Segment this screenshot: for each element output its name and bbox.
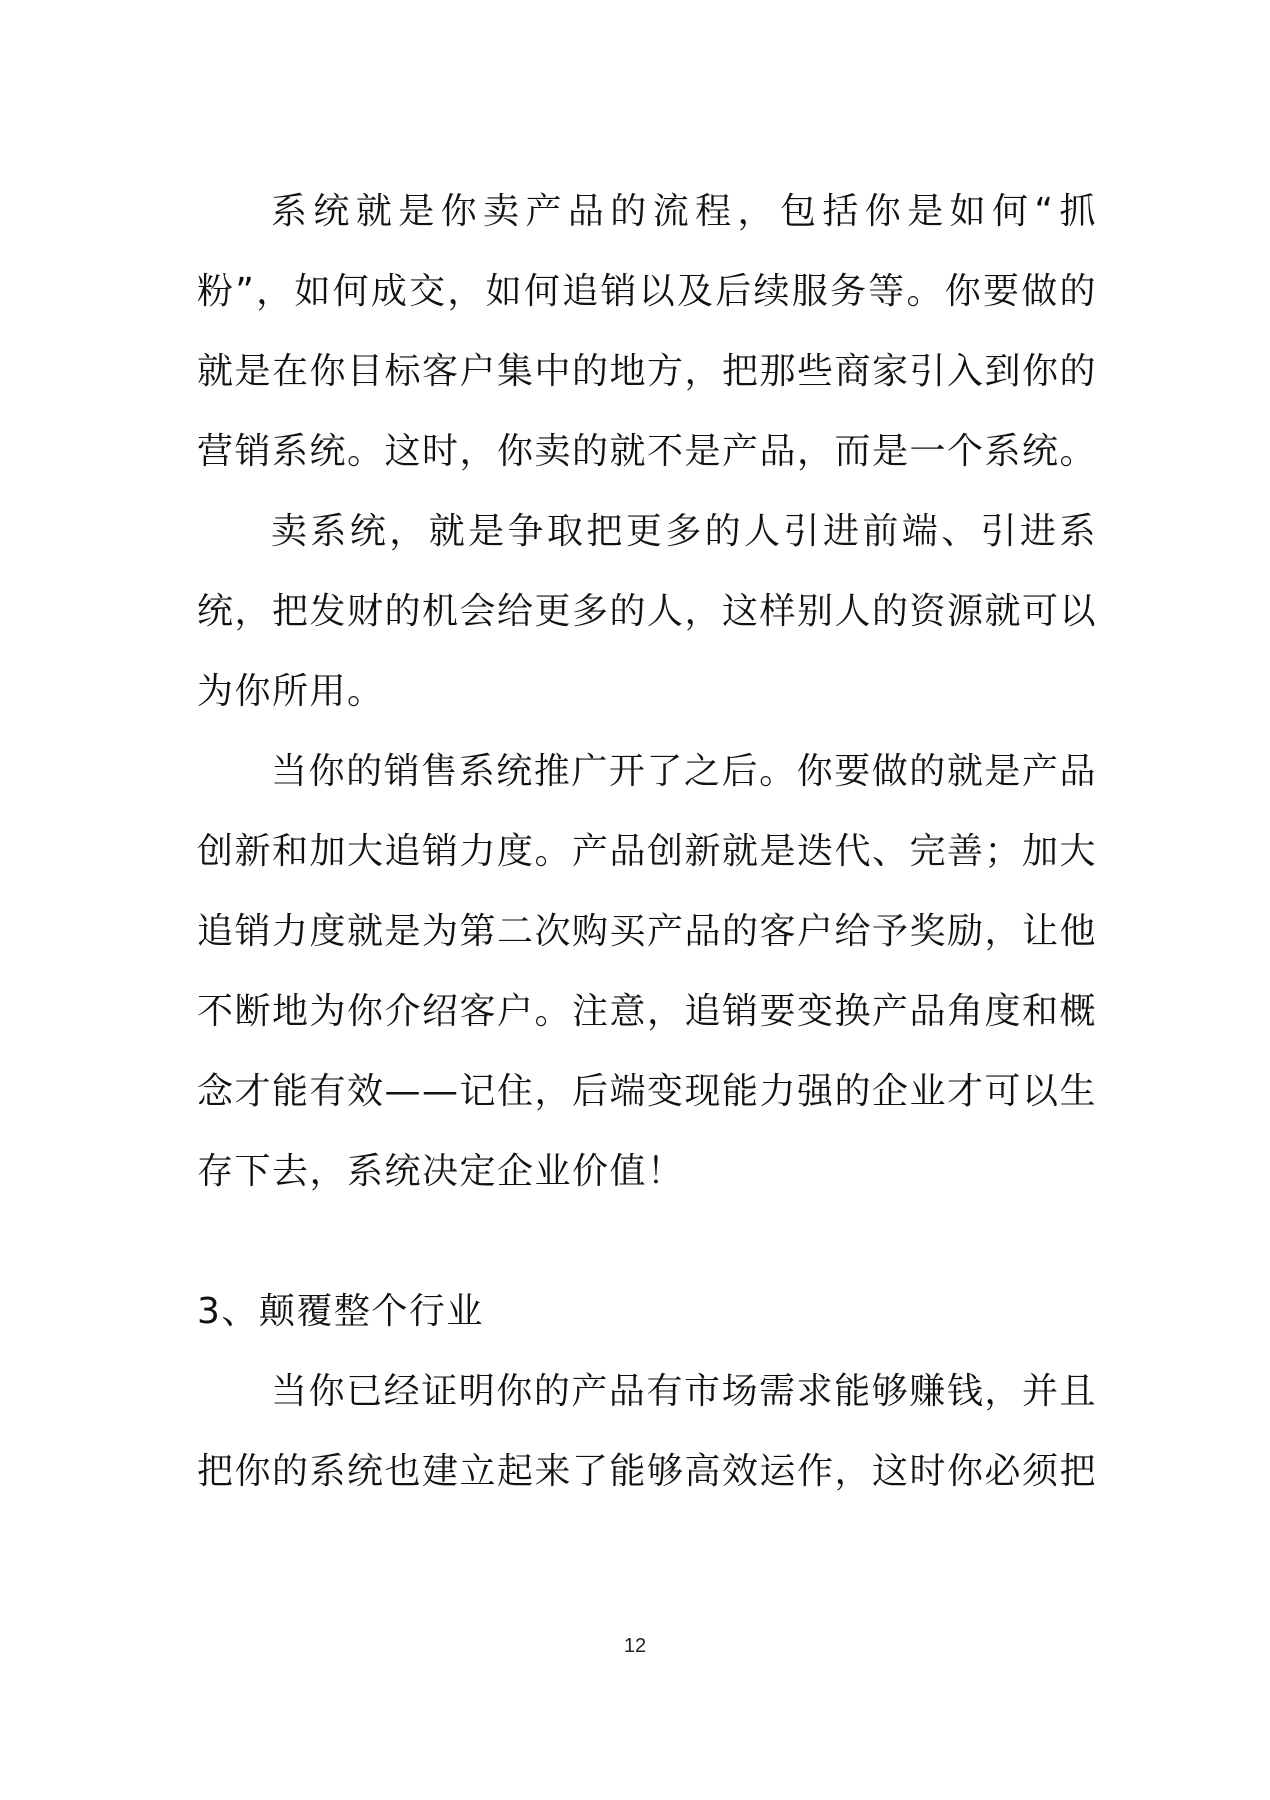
body-paragraph: 系统就是你卖产品的流程，包括你是如何“抓粉”，如何成交，如何追销以及后续服务等。你要做的就是在你目标客户集中的地方，把那些商家引入到你的营销系统。这时，你卖的就不是产品，而是一个系统。 bbox=[197, 191, 1098, 472]
page-content bbox=[197, 172, 1097, 1512]
section-heading: 3、颠覆整个行业 bbox=[197, 1291, 484, 1332]
body-paragraph: 当你已经证明你的产品有市场需求能够赚钱，并且把你的系统也建立起来了能够高效运作，这时你必须把 bbox=[197, 1371, 1098, 1492]
body-paragraph: 当你的销售系统推广开了之后。你要做的就是产品创新和加大追销力度。产品创新就是迭代、完善；加大追销力度就是为第二次购买产品的客户给予奖励，让他不断地为你介绍客户。注意，追销要变换产品角度和概念才能有效——记住，后端变现能力强的企业才可以生存下去，系统决定企业价值！ bbox=[197, 751, 1098, 1192]
body-paragraph: 卖系统，就是争取把更多的人引进前端、引进系统，把发财的机会给更多的人，这样别人的资源就可以为你所用。 bbox=[197, 511, 1098, 712]
page-number: 12 bbox=[623, 1635, 647, 1657]
